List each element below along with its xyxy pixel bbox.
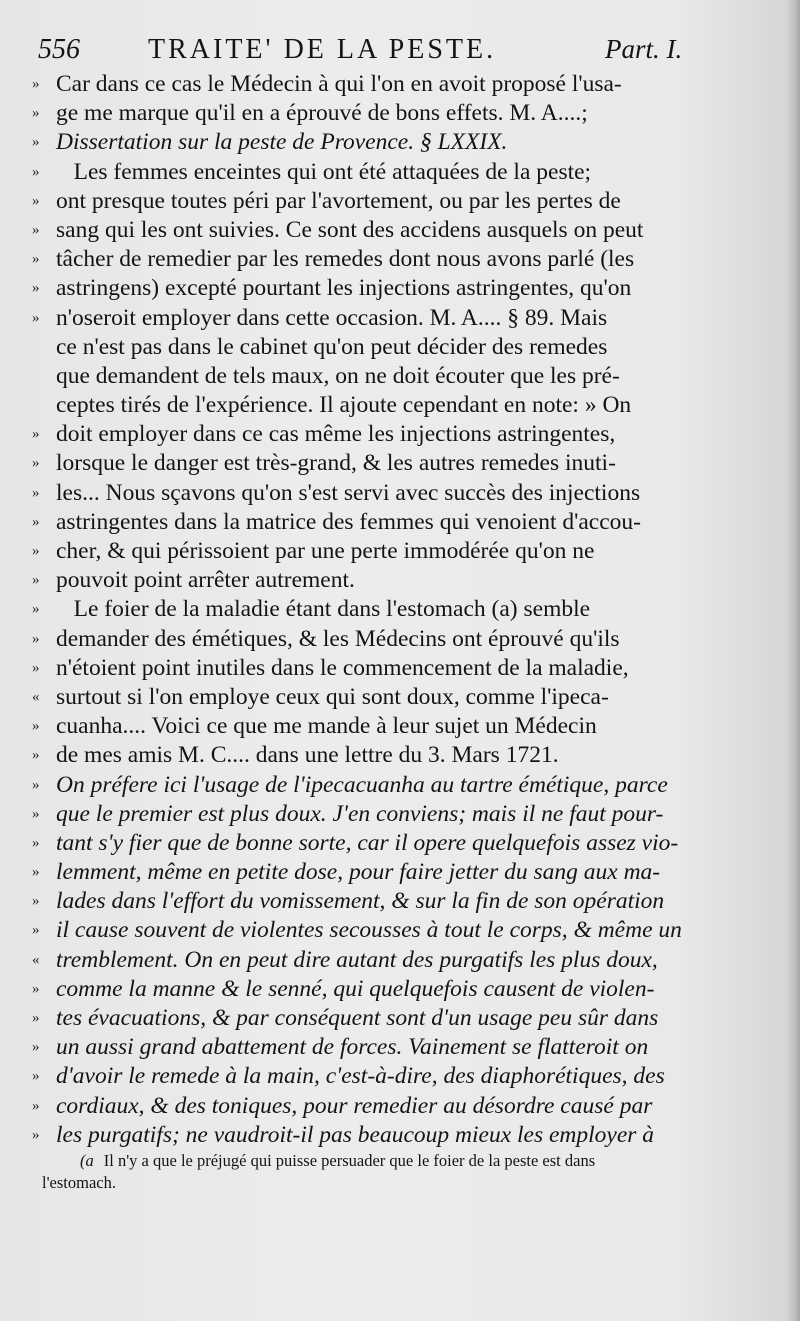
line-text: n'étoient point inutiles dans le commencement de la maladie,	[56, 654, 629, 681]
text-line	[26, 771, 762, 800]
quote-mark: »	[32, 659, 40, 676]
text-line	[26, 304, 762, 333]
text-line	[26, 391, 762, 420]
footnote	[40, 1150, 760, 1194]
text-line	[26, 1004, 762, 1033]
line-text: les purgatifs; ne vaudroit-il pas beaucoup mieux les employer à	[56, 1121, 655, 1148]
line-text: un aussi grand abattement de forces. Vainement se flatteroit on	[56, 1034, 649, 1061]
quote-mark: »	[32, 1039, 40, 1056]
page-number: 556	[38, 34, 80, 65]
quote-mark: »	[32, 630, 40, 647]
line-text: de mes amis M. C.... dans une lettre du 3. Mars 1721.	[56, 742, 559, 769]
text-line	[26, 654, 762, 683]
quote-mark: »	[32, 776, 40, 793]
quote-mark: »	[32, 543, 40, 559]
line-text: Dissertation sur la peste de Provence. § LXXIX.	[56, 129, 508, 156]
line-text: d'avoir le remede à la main, c'est-à-dire, des diaphorétiques, des	[56, 1063, 665, 1090]
quote-mark: »	[32, 572, 40, 589]
quote-mark: »	[32, 426, 40, 443]
part-label: Part. I.	[605, 34, 683, 64]
text-line	[26, 187, 762, 216]
quote-mark: »	[32, 309, 40, 326]
line-text: n'oseroit employer dans cette occasion. M. A.... § 89. Mais	[56, 304, 608, 331]
line-text: cordiaux, & des toniques, pour remedier au désordre causé par	[56, 1092, 653, 1119]
quote-mark: »	[32, 280, 40, 297]
line-text: surtout si l'on employe ceux qui sont doux, comme l'ipeca-	[56, 683, 609, 710]
line-text: que demandent de tels maux, on ne doit écouter que les pré-	[56, 362, 620, 389]
line-text: lemment, même en petite dose, pour faire jetter du sang aux ma-	[56, 859, 661, 886]
line-text: tremblement. On en peut dire autant des purgatifs les plus doux,	[56, 946, 658, 973]
running-title: TRAITE' DE LA PESTE.	[148, 34, 497, 65]
running-header	[38, 34, 768, 68]
line-text: cuanha.... Voici ce que me mande à leur sujet un Médecin	[56, 713, 597, 740]
line-text: lorsque le danger est très-grand, & les autres remedes inuti-	[56, 450, 616, 477]
footnote-marker: (a	[80, 1151, 94, 1170]
quote-mark: »	[32, 1126, 40, 1143]
quote-mark: »	[32, 76, 40, 92]
quote-mark: »	[32, 1097, 40, 1114]
text-line	[26, 449, 762, 478]
quote-mark: »	[32, 834, 40, 851]
footnote-text-1: Il n'y a que le préjugé qui puisse persuader que le foier de la peste est dans	[103, 1151, 596, 1170]
text-line	[26, 887, 762, 916]
text-line	[26, 800, 762, 829]
quote-mark: »	[32, 513, 40, 530]
quote-mark: »	[32, 1010, 40, 1026]
text-line	[26, 245, 762, 274]
text-line	[26, 479, 762, 508]
line-text: Car dans ce cas le Médecin à qui l'on en avoit proposé l'usa-	[56, 71, 622, 97]
quote-mark: »	[32, 192, 40, 209]
line-text: tâcher de remedier par les remedes dont nous avons parlé (les	[56, 246, 635, 273]
line-text: doit employer dans ce cas même les injections astringentes,	[56, 421, 616, 448]
text-line	[26, 158, 762, 187]
line-text: Les femmes enceintes qui ont été attaquées de la peste;	[56, 158, 592, 185]
quote-mark: »	[32, 805, 40, 822]
quote-mark: »	[32, 134, 40, 151]
text-line	[26, 333, 762, 362]
line-text: ge me marque qu'il en a éprouvé de bons effets. M. A....;	[56, 100, 588, 127]
page-edge-shadow	[786, 0, 800, 1321]
text-line	[26, 595, 762, 624]
text-line	[26, 1033, 762, 1062]
text-line	[26, 1121, 762, 1150]
quote-mark: »	[32, 601, 40, 618]
text-line	[26, 712, 762, 741]
text-line	[26, 1062, 762, 1091]
line-text: sang qui les ont suivies. Ce sont des accidens ausquels on peut	[56, 216, 644, 243]
footnote-line-1	[40, 1150, 760, 1172]
quote-mark: »	[32, 1068, 40, 1085]
quote-mark: »	[32, 163, 40, 180]
text-line	[26, 858, 762, 887]
quote-mark: »	[32, 221, 40, 238]
line-text: ceptes tirés de l'expérience. Il ajoute cependant en note: » On	[56, 392, 632, 419]
line-text: que le premier est plus doux. J'en conviens; mais il ne faut pour-	[56, 800, 664, 827]
line-text: ont presque toutes péri par l'avortement, ou par les pertes de	[56, 187, 621, 214]
text-line	[26, 216, 762, 245]
line-text: tant s'y fier que de bonne sorte, car il opere quelquefois assez vio-	[56, 829, 679, 856]
text-line	[26, 70, 762, 99]
text-line	[26, 741, 762, 770]
text-line	[26, 99, 762, 128]
line-text: tes évacuations, & par conséquent sont d'un usage peu sûr dans	[56, 1005, 659, 1031]
quote-mark: »	[32, 980, 40, 997]
text-line	[26, 1092, 762, 1121]
footnote-line-2: l'estomach.	[42, 1173, 116, 1192]
line-text: astringentes dans la matrice des femmes qui venoient d'accou-	[56, 508, 641, 535]
line-text: il cause souvent de violentes secousses à tout le corps, & même un	[56, 917, 682, 944]
text-line	[26, 420, 762, 449]
text-line	[26, 683, 762, 712]
line-text: cher, & qui périssoient par une perte immodérée qu'on ne	[56, 538, 595, 564]
quote-mark: »	[32, 922, 40, 939]
line-text: comme la manne & le senné, qui quelquefois causent de violen-	[56, 975, 655, 1002]
line-text: ce n'est pas dans le cabinet qu'on peut décider des remedes	[56, 333, 608, 360]
text-line	[26, 625, 762, 654]
line-text: On préfere ici l'usage de l'ipecacuanha au tartre émétique, parce	[56, 771, 668, 798]
text-line	[26, 274, 762, 303]
line-text: astringens) excepté pourtant les injections astringentes, qu'on	[56, 275, 632, 302]
text-line	[26, 128, 762, 157]
quote-mark: «	[32, 951, 40, 968]
quote-mark: »	[32, 455, 40, 472]
text-line	[26, 537, 762, 566]
quote-mark: »	[32, 893, 40, 910]
line-text: les... Nous sçavons qu'on s'est servi avec succès des injections	[56, 479, 641, 506]
main-text	[26, 70, 762, 1150]
quote-mark: »	[32, 105, 40, 122]
quote-mark: »	[32, 718, 40, 735]
quote-mark: »	[32, 747, 40, 764]
line-text: demander des émétiques, & les Médecins ont éprouvé qu'ils	[56, 625, 620, 652]
quote-mark: »	[32, 864, 40, 881]
text-line	[26, 566, 762, 595]
text-line	[26, 975, 762, 1004]
text-line	[26, 946, 762, 975]
quote-mark: »	[32, 484, 40, 501]
text-line	[26, 829, 762, 858]
line-text: pouvoit point arrêter autrement.	[56, 567, 355, 594]
line-text: Le foier de la maladie étant dans l'estomach (a) semble	[56, 596, 591, 623]
line-text: lades dans l'effort du vomissement, & sur la fin de son opération	[56, 888, 665, 915]
quote-mark: »	[32, 251, 40, 268]
text-line	[26, 916, 762, 945]
quote-mark: «	[32, 688, 40, 705]
text-line	[26, 508, 762, 537]
text-line	[26, 362, 762, 391]
